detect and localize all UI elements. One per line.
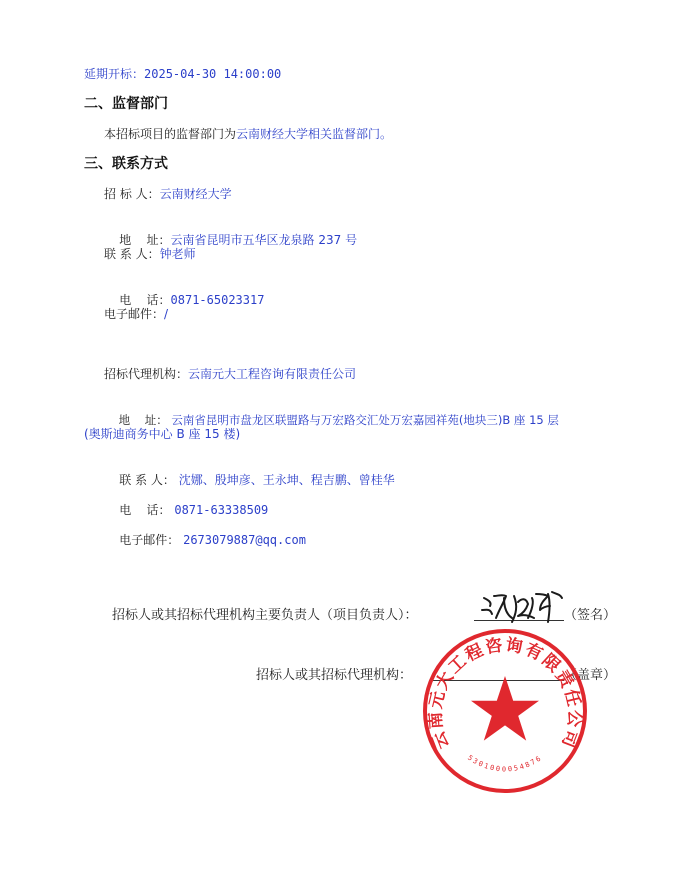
- agency-email-label: 电子邮件：: [119, 533, 180, 547]
- tenderer-email-label: 电子邮件：: [104, 307, 165, 321]
- tenderer-email-value: /: [164, 307, 169, 321]
- section2-text-value: 云南财经大学相关监督部门。: [236, 127, 393, 141]
- agency-address-value2: (奥斯迪商务中心 B 座 15 楼): [84, 427, 241, 441]
- person-sign-suffix: （签名）: [564, 608, 617, 623]
- agency-name-row: [104, 366, 356, 382]
- person-sign-label: 招标人或其招标代理机构主要负责人（项目负责人）：: [112, 608, 418, 623]
- agency-name-label: 招标代理机构：: [104, 367, 189, 381]
- agency-email-row: [104, 516, 306, 564]
- handwritten-signature: [478, 588, 566, 628]
- postpone-value: 2025-04-30 14:00:00: [144, 67, 282, 81]
- tenderer-name-row: [104, 186, 232, 202]
- tenderer-address-value: 云南省昆明市五华区龙泉路 237 号: [170, 233, 358, 247]
- tenderer-address-label: 地 址：: [119, 233, 171, 247]
- agency-email-value: 2673079887@qq.com: [183, 533, 306, 547]
- tenderer-phone-label: 电 话：: [119, 293, 171, 307]
- agency-address-value: 云南省昆明市盘龙区联盟路与万宏路交汇处万宏嘉园祥苑(地块三)B 座 15 层: [171, 413, 559, 427]
- agency-name-value: 云南元大工程咨询有限责任公司: [188, 367, 357, 381]
- seal-number: 5301000054876: [466, 753, 544, 774]
- tenderer-name-label: 招 标 人：: [104, 187, 160, 201]
- section2-text: [104, 126, 392, 142]
- section3-heading: 三、联系方式: [84, 156, 168, 172]
- svg-text:5301000054876: [466, 754, 544, 774]
- section2-heading: 二、监督部门: [84, 96, 168, 112]
- postpone-line: [84, 66, 281, 82]
- agency-phone-value: 0871-63338509: [174, 503, 269, 517]
- agency-address-label: 地 址：: [118, 413, 168, 427]
- agency-phone-label: 电 话：: [119, 503, 171, 517]
- tenderer-name-value: 云南财经大学: [159, 187, 232, 201]
- postpone-label: 延期开标：: [84, 67, 145, 81]
- tenderer-contact-label: 联 系 人：: [104, 247, 160, 261]
- tenderer-phone-value: 0871-65023317: [170, 293, 265, 307]
- org-seal-suffix: （盖章）: [564, 668, 617, 683]
- agency-contact-value: 沈娜、殷坤彦、王永坤、程吉鹏、曾桂华: [178, 473, 395, 487]
- org-seal-label: 招标人或其招标代理机构：: [256, 668, 413, 683]
- agency-contact-label: 联 系 人：: [119, 473, 175, 487]
- tenderer-contact-value: 钟老师: [159, 247, 196, 261]
- section2-text-prefix: 本招标项目的监督部门为: [104, 127, 237, 141]
- tenderer-contact-row: [104, 246, 196, 262]
- tenderer-email-row: [104, 306, 168, 322]
- seal-text: 云南元大工程咨询有限责任公司: [425, 635, 585, 752]
- company-seal-stamp: [418, 624, 592, 798]
